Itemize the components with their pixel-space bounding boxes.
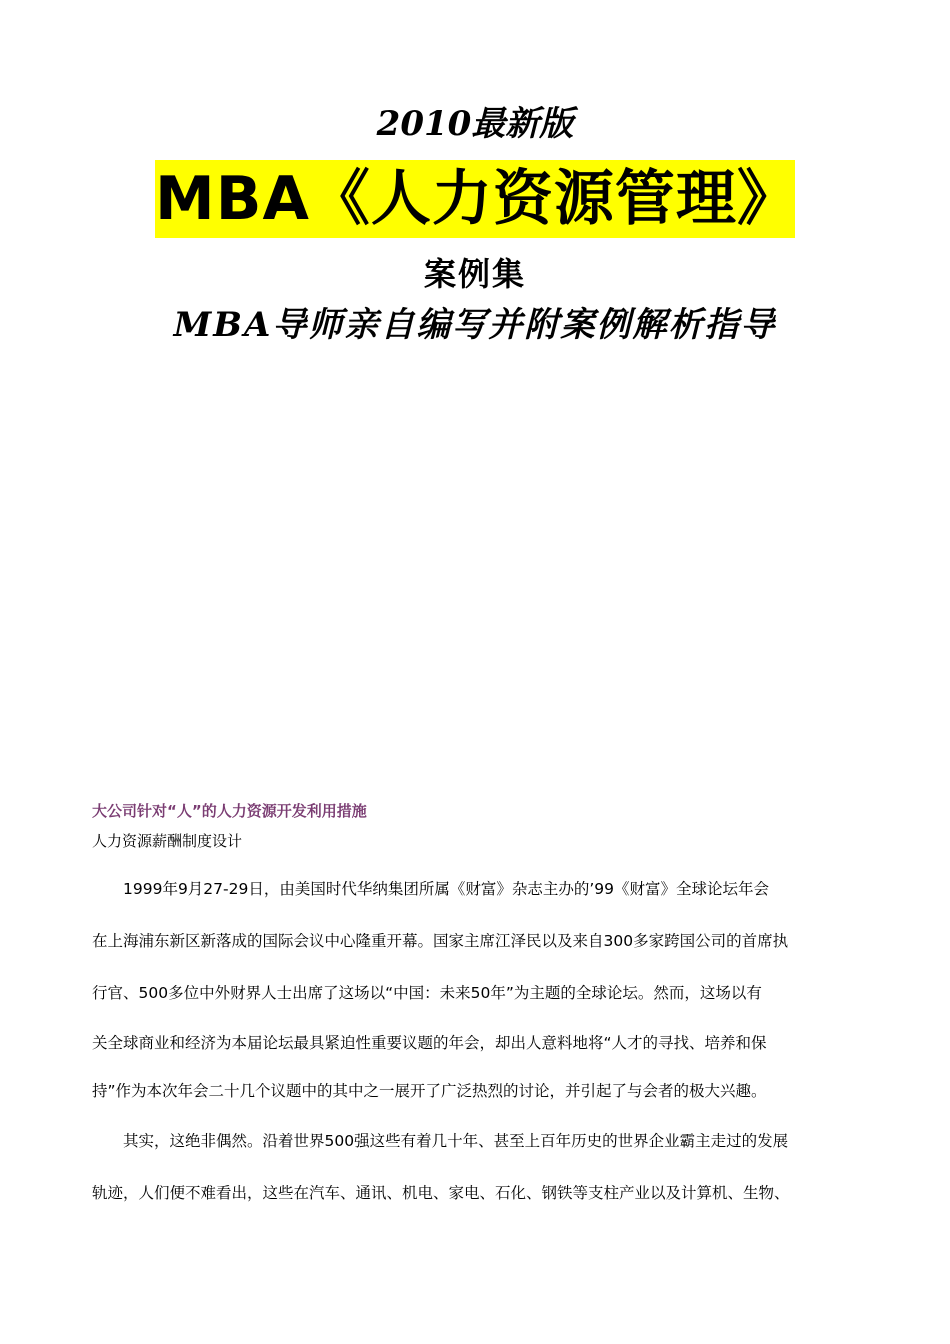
body-line: 其实，这绝非偶然。沿着世界500强这些有着几十年、甚至上百年历史的世界企业霸主走过的发展: [92, 1132, 789, 1150]
body-line: 持”作为本次年会二十几个议题中的其中之一展开了广泛热烈的讨论，并引起了与会者的极大兴趣。: [92, 1082, 767, 1100]
cover-subtitle-guide: MBA导师亲自编写并附案例解析指导: [173, 305, 777, 345]
section-subheading: 人力资源薪酬制度设计: [92, 832, 243, 850]
body-line: 关全球商业和经济为本届论坛最具紧迫性重要议题的年会，却出人意料地将“人才的寻找、培养和保: [92, 1034, 767, 1052]
section-heading: 大公司针对“人”的人力资源开发利用措施: [92, 802, 367, 820]
cover-main-title: MBA《人力资源管理》: [155, 164, 798, 234]
body-line: 1999年9月27-29日，由美国时代华纳集团所属《财富》杂志主办的’99《财富》全球论坛年会: [92, 880, 769, 898]
body-line: 在上海浦东新区新落成的国际会议中心隆重开幕。国家主席江泽民以及来自300多家跨国公司的首席执: [92, 932, 789, 950]
cover-subtitle-casebook: 案例集: [423, 255, 526, 293]
body-line: 轨迹，人们便不难看出，这些在汽车、通讯、机电、家电、石化、钢铁等支柱产业以及计算机、生物、: [92, 1184, 790, 1202]
body-line: 行官、500多位中外财界人士出席了这场以“中国：未来50年”为主题的全球论坛。然而，这场以有: [92, 984, 762, 1002]
cover-year-line: 2010最新版: [376, 104, 574, 144]
